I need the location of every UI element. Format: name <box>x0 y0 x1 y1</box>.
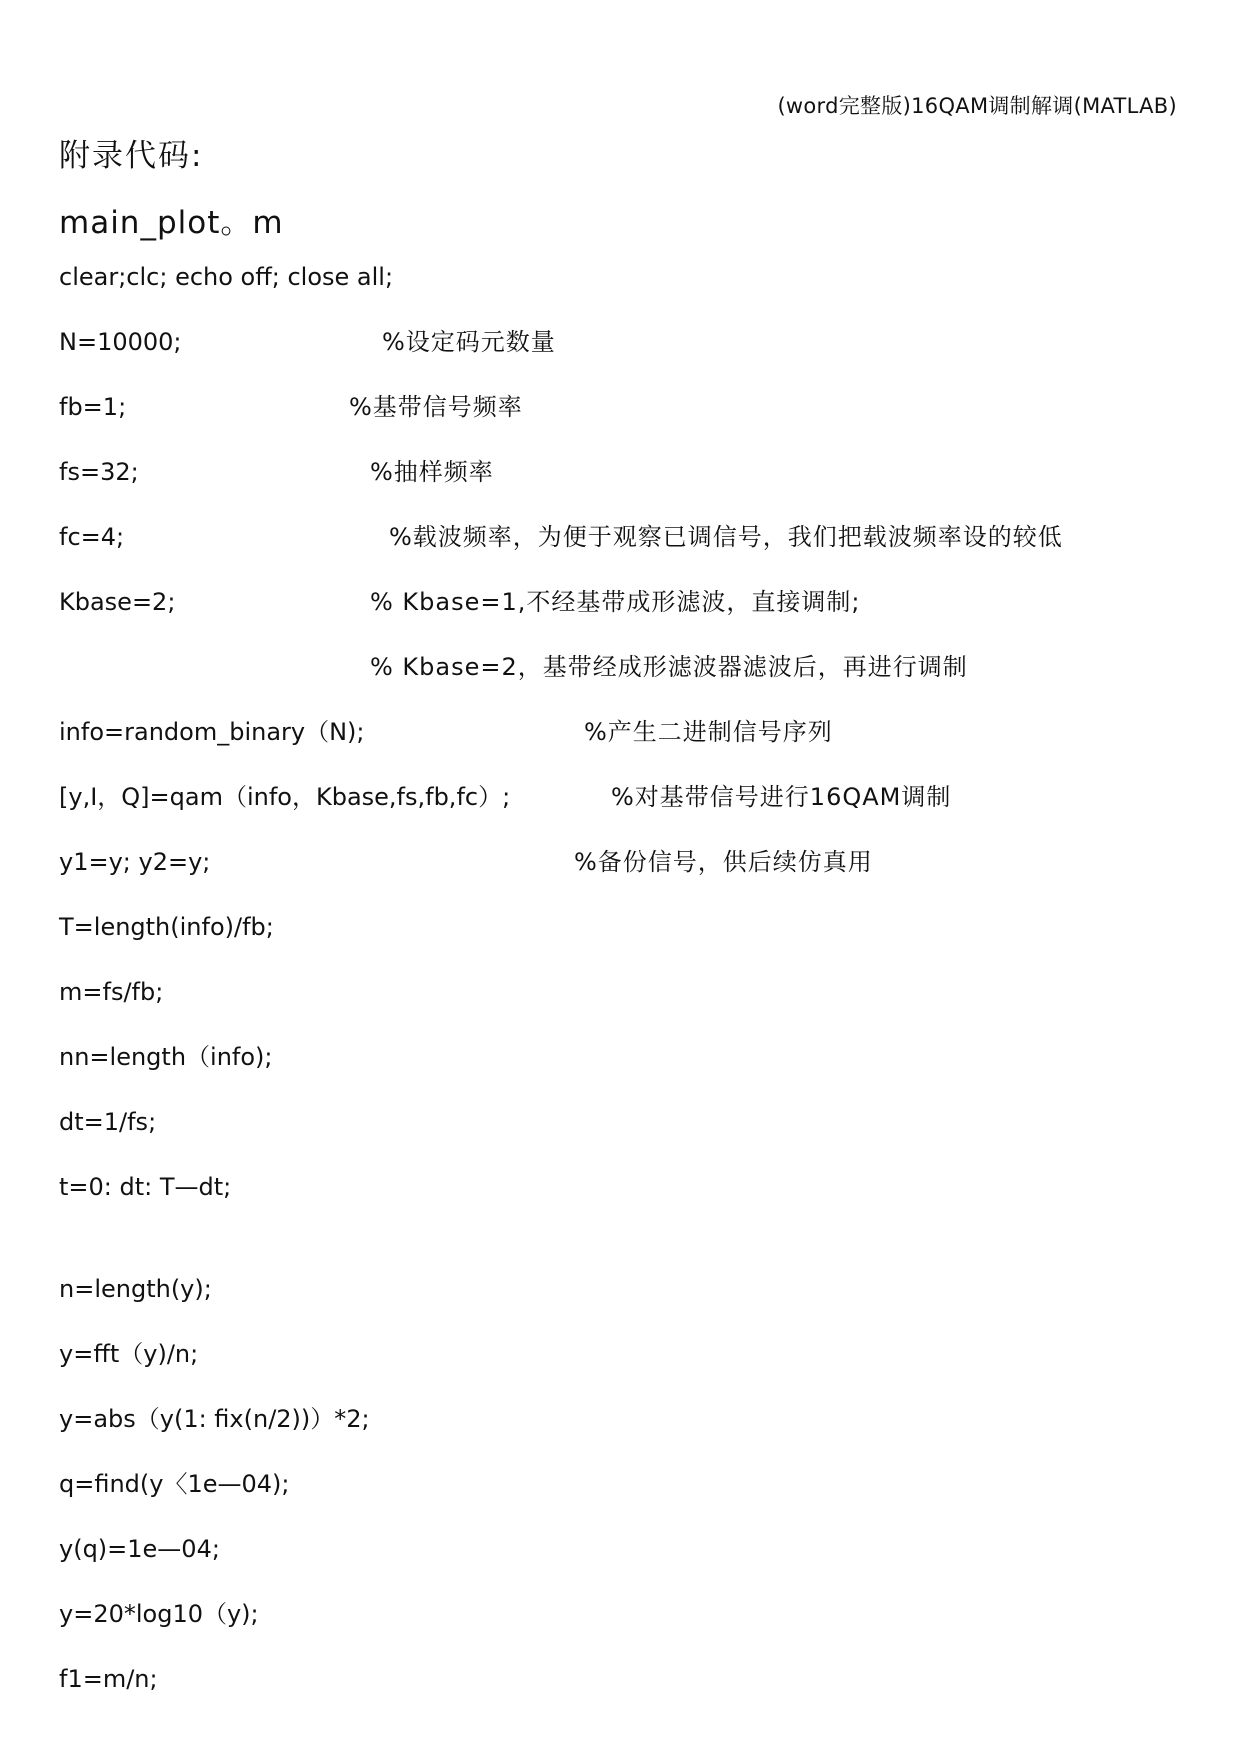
code-text: N=10000; <box>59 328 182 356</box>
appendix-heading: 附录代码: <box>59 138 204 174</box>
code-text: y=fft（y)/n; <box>59 1340 199 1368</box>
file-name-heading: main_plot。m <box>59 205 284 241</box>
code-text: info=random_binary（N); <box>59 718 365 746</box>
code-text: Kbase=2; <box>59 588 176 616</box>
page-header: (word完整版)16QAM调制解调(MATLAB) <box>777 94 1177 118</box>
code-text: y=20*log10（y); <box>59 1600 259 1628</box>
code-text: [y,I，Q]=qam（info，Kbase,fs,fb,fc）; <box>59 783 511 811</box>
code-text: f1=m/n; <box>59 1665 158 1693</box>
code-comment: %对基带信号进行16QAM调制 <box>611 783 952 811</box>
code-comment: %载波频率，为便于观察已调信号，我们把载波频率设的较低 <box>389 523 1063 551</box>
code-text: y1=y; y2=y; <box>59 848 211 876</box>
code-text: nn=length（info); <box>59 1043 273 1071</box>
code-text: n=length(y); <box>59 1275 212 1303</box>
code-comment: % Kbase=2，基带经成形滤波器滤波后，再进行调制 <box>370 653 968 681</box>
code-text: fs=32; <box>59 458 139 486</box>
code-comment: %备份信号，供后续仿真用 <box>574 848 873 876</box>
code-comment: %产生二进制信号序列 <box>584 718 833 746</box>
code-text: dt=1/fs; <box>59 1108 157 1136</box>
code-text: clear;clc; echo off; close all; <box>59 263 394 291</box>
code-text: q=find(y〈1e—04); <box>59 1470 290 1498</box>
code-text: t=0: dt: T—dt; <box>59 1173 232 1201</box>
code-comment: %抽样频率 <box>370 458 494 486</box>
code-comment: % Kbase=1,不经基带成形滤波，直接调制; <box>370 588 861 616</box>
code-text: fb=1; <box>59 393 127 421</box>
code-text: m=fs/fb; <box>59 978 164 1006</box>
code-text: fc=4; <box>59 523 125 551</box>
code-comment: %设定码元数量 <box>382 328 556 356</box>
code-text: y(q)=1e—04; <box>59 1535 220 1563</box>
code-text: T=length(info)/fb; <box>59 913 274 941</box>
code-text: y=abs（y(1: fix(n/2))）*2; <box>59 1405 370 1433</box>
code-comment: %基带信号频率 <box>349 393 523 421</box>
